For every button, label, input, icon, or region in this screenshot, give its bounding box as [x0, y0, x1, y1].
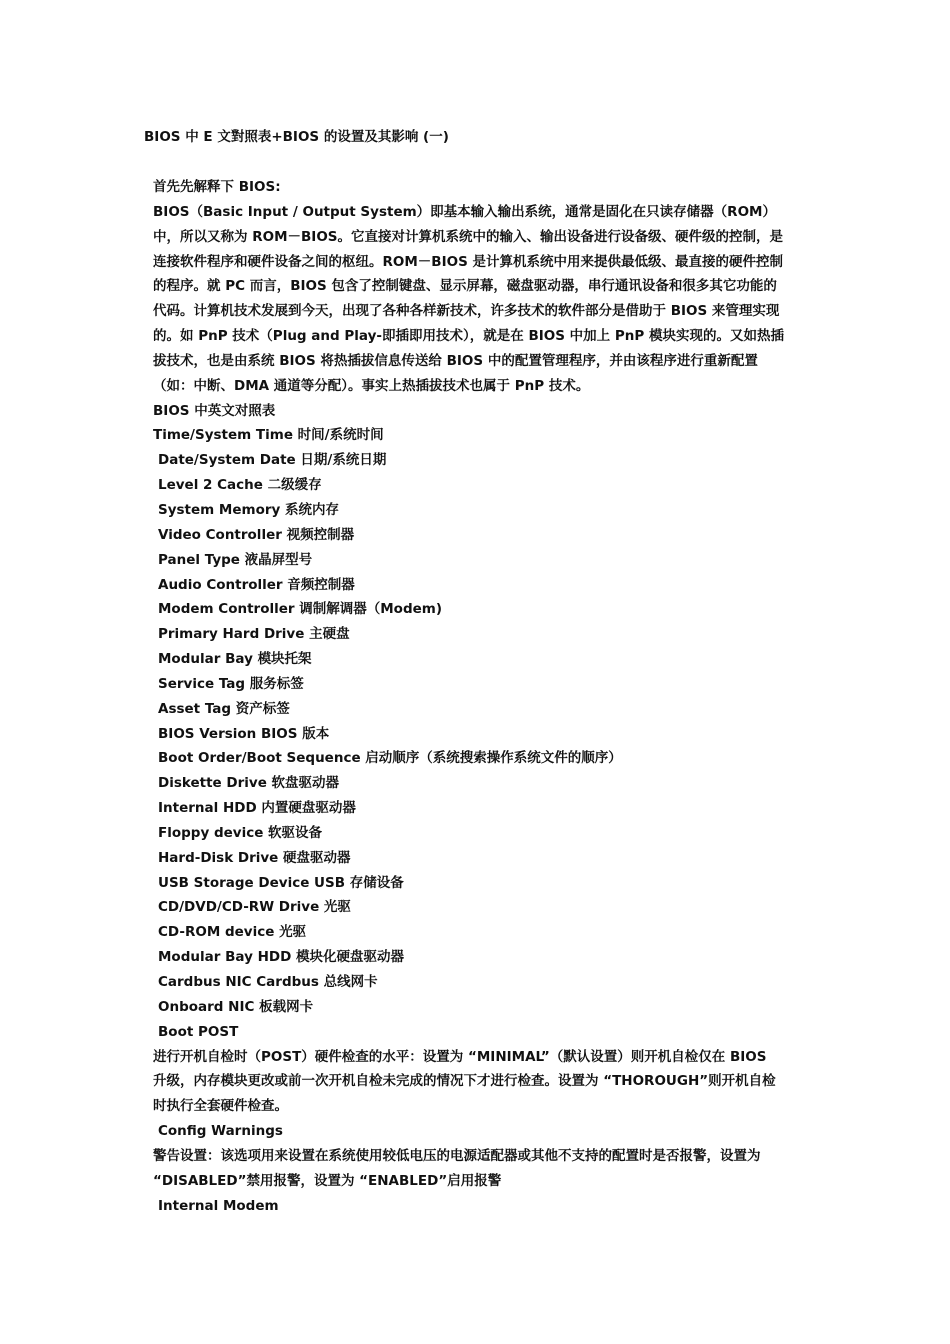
intro-line: 连接软件程序和硬件设备之间的枢纽。ROM－BIOS 是计算机系统中用来提供最低级、最直接的硬件控制	[153, 253, 784, 270]
glossary-entry: Modem Controller 调制解调器（Modem)	[158, 601, 443, 618]
glossary-entry: Floppy device 软驱设备	[158, 824, 323, 841]
intro-line: 代码。计算机技术发展到今天，出现了各种各样新技术，许多技术的软件部分是借助于 BIOS 来管理实现	[153, 303, 780, 320]
document-title: BIOS 中 E 文對照表+BIOS 的设置及其影响 (一)	[144, 129, 449, 145]
description-line: 升级，内存模块更改或前一次开机自检未完成的情况下才进行检查。设置为 “THOROUGH”则开机自检	[153, 1073, 776, 1090]
description-line: 时执行全套硬件检查。	[153, 1098, 288, 1115]
glossary-entry: Primary Hard Drive 主硬盘	[158, 626, 350, 643]
glossary-entry: Asset Tag 资产标签	[158, 700, 290, 717]
glossary-entry: Boot Order/Boot Sequence 启动顺序（系统搜索操作系统文件的顺序）	[158, 750, 622, 767]
table-heading: BIOS 中英文对照表	[153, 402, 276, 419]
glossary-entry: Internal Modem	[158, 1197, 279, 1214]
glossary-entry: Modular Bay 模块托架	[158, 651, 312, 668]
glossary-entry: Onboard NIC 板载网卡	[158, 998, 314, 1015]
boot-post-description	[153, 1045, 828, 1120]
glossary-entry: Config Warnings	[158, 1123, 283, 1140]
intro-line: BIOS（Basic Input / Output System）即基本输入输出系统，通常是固化在只读存储器（ROM）	[153, 203, 776, 220]
glossary-entry: Level 2 Cache 二级缓存	[158, 477, 322, 494]
glossary-entry: Date/System Date 日期/系统日期	[158, 452, 387, 469]
glossary-entry: USB Storage Device USB 存储设备	[158, 874, 404, 891]
glossary-entry: Panel Type 液晶屏型号	[158, 551, 313, 568]
glossary-entry: Modular Bay HDD 模块化硬盘驱动器	[158, 949, 404, 966]
glossary-entry: System Memory 系统内存	[158, 501, 340, 518]
glossary-entry: CD-ROM device 光驱	[158, 924, 307, 941]
glossary-entry: Diskette Drive 软盘驱动器	[158, 775, 340, 792]
glossary-entry: Audio Controller 音频控制器	[158, 576, 355, 593]
description-line: 进行开机自检时（POST）硬件检查的水平：设置为 “MINIMAL”（默认设置）则开机自检仅在 BIOS	[153, 1048, 767, 1065]
intro-line: 的程序。就 PC 而言，BIOS 包含了控制键盘、显示屏幕，磁盘驱动器，串行通讯设备和很多其它功能的	[153, 278, 777, 295]
glossary-entry: Time/System Time 时间/系统时间	[153, 427, 384, 444]
glossary-entry: Service Tag 服务标签	[158, 675, 304, 692]
description-line: “DISABLED”禁用报警，设置为 “ENABLED”启用报警	[153, 1172, 502, 1189]
config-warnings-description	[153, 1144, 828, 1194]
glossary-entry: Video Controller 视频控制器	[158, 526, 355, 543]
glossary-entry: Internal HDD 内置硬盘驱动器	[158, 800, 356, 817]
glossary-entry: Hard-Disk Drive 硬盘驱动器	[158, 849, 351, 866]
intro-line: （如：中断、DMA 通道等分配）。事实上热插拔技术也属于 PnP 技术。	[153, 377, 590, 394]
intro-line: 的。如 PnP 技术（Plug and Play-即插即用技术），就是在 BIOS 中加上 PnP 模块实现的。又如热插	[153, 328, 784, 345]
intro-heading: 首先先解释下 BIOS:	[153, 179, 281, 195]
intro-line: 拔技术，也是由系统 BIOS 将热插拔信息传送给 BIOS 中的配置管理程序，并由该程序进行重新配置	[153, 352, 758, 369]
glossary-entry: Boot POST	[158, 1023, 239, 1040]
glossary-entry: Cardbus NIC Cardbus 总线网卡	[158, 974, 378, 990]
intro-paragraph	[153, 200, 828, 399]
glossary-entry: CD/DVD/CD-RW Drive 光驱	[158, 899, 351, 916]
glossary-entry: BIOS Version BIOS 版本	[158, 725, 330, 742]
document-body	[153, 175, 828, 1218]
description-line: 警告设置：该选项用来设置在系统使用较低电压的电源适配器或其他不支持的配置时是否报警，设置为	[153, 1147, 761, 1164]
intro-line: 中，所以又称为 ROM－BIOS。它直接对计算机系统中的输入、输出设备进行设备级、硬件级的控制，是	[153, 228, 784, 245]
